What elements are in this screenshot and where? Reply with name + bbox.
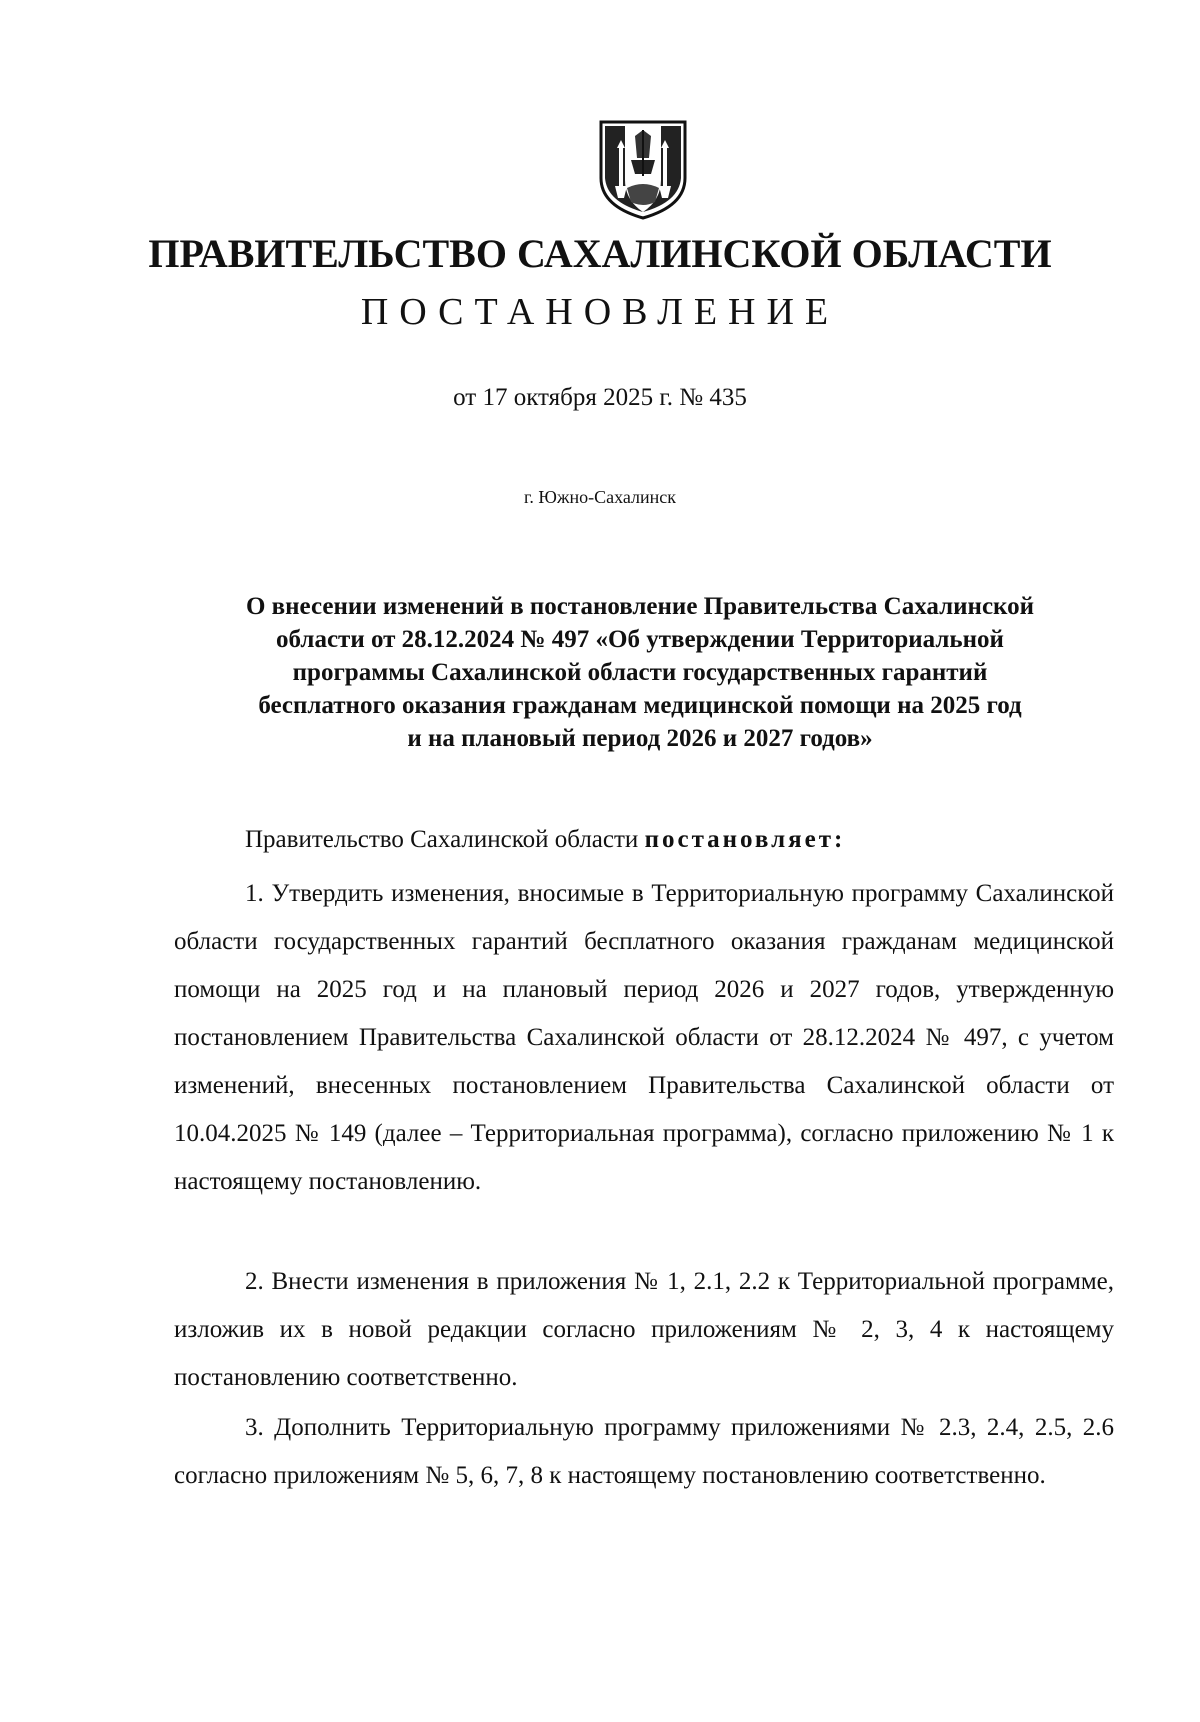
subject-line: О внесении изменений в постановление Правительства Сахалинской bbox=[245, 593, 1035, 620]
paragraph-1: 1. Утвердить изменения, вносимые в Территориальную программу Сахалинской области государственных гарантий бесплатного оказания гражданам медицинской помощи на 2025 год и на плановый период 2026 и 2027 годов, утвержденную постановлением Правительства Сахалинской области от 28.12.2024 № 497, с учетом изменений, внесенных постановлением Правительства Сахалинской области от 10.04.2025 № 149 (далее – Территориальная программа), согласно приложению № 1 к настоящему постановлению. bbox=[174, 880, 1114, 1195]
preamble bbox=[245, 826, 845, 854]
document-place: г. Южно-Сахалинск bbox=[523, 487, 677, 507]
subject-line: программы Сахалинской области государственных гарантий bbox=[292, 659, 988, 686]
subject-line: и на плановый период 2026 и 2027 годов» bbox=[407, 725, 873, 752]
paragraph-2: 2. Внести изменения в приложения № 1, 2.1, 2.2 к Территориальной программе, изложив их в новой редакции согласно приложениям № 2, 3, 4 к настоящему постановлению соответственно. bbox=[174, 1268, 1114, 1391]
preamble-emphasis: постановляет: bbox=[644, 826, 846, 853]
preamble-text: Правительство Сахалинской области bbox=[245, 826, 645, 853]
document-type: ПОСТАНОВЛЕНИЕ bbox=[360, 291, 840, 333]
document-subject bbox=[190, 590, 1090, 755]
subject-line: области от 28.12.2024 № 497 «Об утверждении Территориальной bbox=[276, 626, 1004, 653]
document-date-number: от 17 октября 2025 г. № 435 bbox=[453, 384, 747, 411]
organization-title: ПРАВИТЕЛЬСТВО САХАЛИНСКОЙ ОБЛАСТИ bbox=[148, 231, 1052, 276]
sakhalin-coat-of-arms-icon bbox=[597, 118, 689, 222]
subject-line: бесплатного оказания гражданам медицинской помощи на 2025 год bbox=[258, 692, 1022, 719]
paragraph-3: 3. Дополнить Территориальную программу приложениями № 2.3, 2.4, 2.5, 2.6 согласно приложениям № 5, 6, 7, 8 к настоящему постановлению соответственно. bbox=[174, 1414, 1114, 1489]
